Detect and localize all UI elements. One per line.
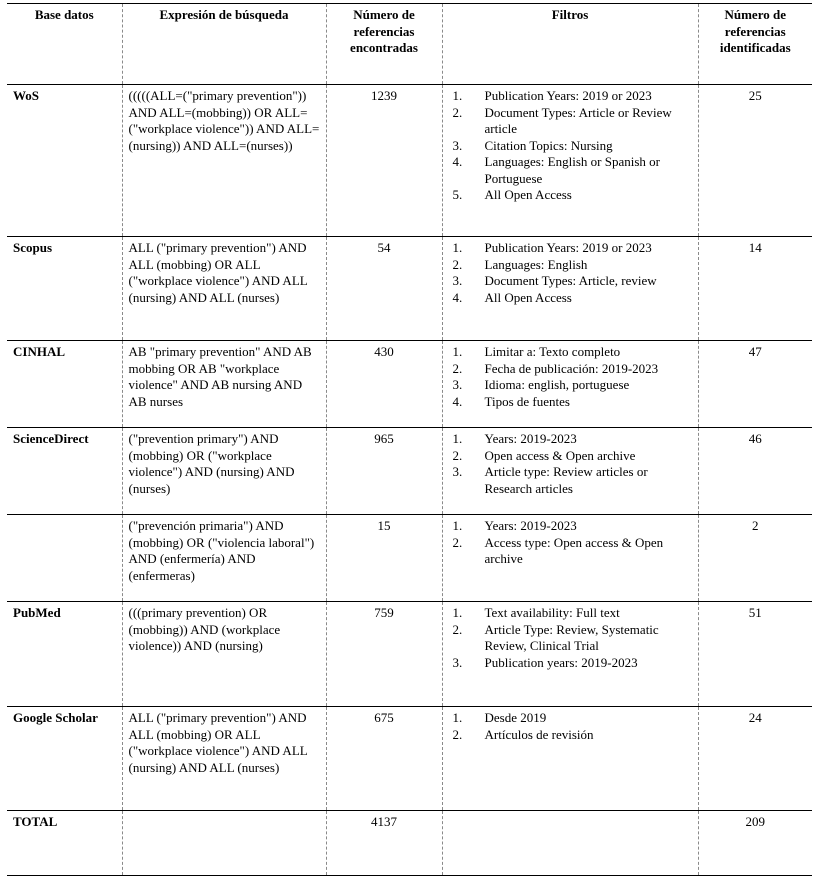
search-expression: ("prevención primaria") AND (mobbing) OR ("violencia laboral") AND (enfermería) AND (enfermeras) xyxy=(122,515,326,602)
references-found: 15 xyxy=(326,515,442,602)
database-name: CINHAL xyxy=(7,341,122,428)
filter-item: 2. Fecha de publicación: 2019-2023 xyxy=(452,360,659,376)
filters-cell xyxy=(442,515,698,602)
database-name xyxy=(7,515,122,602)
filter-item: 3. Citation Topics: Nursing xyxy=(452,137,613,153)
references-found: 759 xyxy=(326,602,442,707)
references-found: 54 xyxy=(326,237,442,341)
table-row xyxy=(7,237,812,341)
database-name: WoS xyxy=(7,85,122,237)
search-expression: ("prevention primary") AND (mobbing) OR ("workplace violence") AND (nursing) AND (nurses) xyxy=(122,428,326,515)
filters-list xyxy=(449,710,692,743)
filters-cell xyxy=(442,341,698,428)
header-db: Base datos xyxy=(7,4,122,85)
filters-cell xyxy=(442,428,698,515)
filters-cell xyxy=(442,85,698,237)
filter-item: 3. Idioma: english, portuguese xyxy=(452,377,630,392)
header-row xyxy=(7,4,812,85)
header-expression: Expresión de búsqueda xyxy=(122,4,326,85)
filter-item: 4. Tipos de fuentes xyxy=(452,393,570,409)
references-found: 430 xyxy=(326,341,442,428)
filter-item: 4. All Open Access xyxy=(452,289,572,305)
table-row xyxy=(7,341,812,428)
header-filters: Filtros xyxy=(442,4,698,85)
filters-cell xyxy=(442,602,698,707)
filter-item: 2. Open access & Open archive xyxy=(452,447,636,463)
table-row xyxy=(7,707,812,811)
database-name: PubMed xyxy=(7,602,122,707)
filters-cell xyxy=(442,237,698,341)
filter-item: 2. Document Types: Article or Review article xyxy=(452,104,672,136)
references-identified: 47 xyxy=(698,341,812,428)
table-row xyxy=(7,602,812,707)
total-row xyxy=(7,811,812,876)
database-name: Scopus xyxy=(7,237,122,341)
references-identified: 24 xyxy=(698,707,812,811)
search-expression: (((((ALL=("primary prevention")) AND ALL=(mobbing)) OR ALL=("workplace violence")) AND ALL=(nursing)) AND ALL=(nurses)) xyxy=(122,85,326,237)
filters-cell xyxy=(442,707,698,811)
filter-item: 3. Publication years: 2019-2023 xyxy=(452,654,638,670)
references-identified: 2 xyxy=(698,515,812,602)
header-identified: Número de referencias identificadas xyxy=(698,4,812,85)
search-strategy-table xyxy=(7,3,812,876)
references-identified: 14 xyxy=(698,237,812,341)
filter-item: 1. Publication Years: 2019 or 2023 xyxy=(452,88,652,103)
header-found: Número de referencias encontradas xyxy=(326,4,442,85)
filters-list xyxy=(449,605,692,671)
filter-item: 4. Languages: English or Spanish or Portuguese xyxy=(452,154,660,186)
database-name: Google Scholar xyxy=(7,707,122,811)
filter-item: 2. Languages: English xyxy=(452,256,588,272)
total-identified: 209 xyxy=(698,811,812,876)
search-expression: ALL ("primary prevention") AND ALL (mobbing) OR ALL ("workplace violence") AND ALL (nursing) AND ALL (nurses) xyxy=(122,707,326,811)
filter-item: 2. Access type: Open access & Open archive xyxy=(452,534,664,566)
total-filters xyxy=(442,811,698,876)
filters-list xyxy=(449,88,692,204)
filters-list xyxy=(449,518,692,568)
filters-list xyxy=(449,344,692,410)
database-name: ScienceDirect xyxy=(7,428,122,515)
references-found: 965 xyxy=(326,428,442,515)
filter-item: 1. Limitar a: Texto completo xyxy=(452,344,621,359)
filter-item: 1. Years: 2019-2023 xyxy=(452,518,577,533)
filter-item: 3. Article type: Review articles or Research articles xyxy=(452,464,648,496)
filter-item: 2. Artículos de revisión xyxy=(452,726,594,742)
references-identified: 25 xyxy=(698,85,812,237)
references-identified: 46 xyxy=(698,428,812,515)
total-label: TOTAL xyxy=(7,811,122,876)
filter-item: 1. Publication Years: 2019 or 2023 xyxy=(452,240,652,255)
table-row xyxy=(7,85,812,237)
filters-list xyxy=(449,240,692,306)
filter-item: 3. Document Types: Article, review xyxy=(452,273,657,288)
references-found: 1239 xyxy=(326,85,442,237)
filter-item: 1. Text availability: Full text xyxy=(452,605,620,620)
search-expression: (((primary prevention) OR (mobbing)) AND (workplace violence)) AND (nursing) xyxy=(122,602,326,707)
filters-list xyxy=(449,431,692,497)
references-identified: 51 xyxy=(698,602,812,707)
total-expression xyxy=(122,811,326,876)
total-found: 4137 xyxy=(326,811,442,876)
table-row xyxy=(7,515,812,602)
filter-item: 2. Article Type: Review, Systematic Review, Clinical Trial xyxy=(452,621,659,653)
search-expression: AB "primary prevention" AND AB mobbing OR AB "workplace violence" AND AB nursing AND AB nurses xyxy=(122,341,326,428)
filter-item: 5. All Open Access xyxy=(452,187,572,202)
filter-item: 1. Years: 2019-2023 xyxy=(452,431,577,446)
references-found: 675 xyxy=(326,707,442,811)
table-row xyxy=(7,428,812,515)
search-expression: ALL ("primary prevention") AND ALL (mobbing) OR ALL ("workplace violence") AND ALL (nursing) AND ALL (nurses) xyxy=(122,237,326,341)
filter-item: 1. Desde 2019 xyxy=(452,710,547,725)
